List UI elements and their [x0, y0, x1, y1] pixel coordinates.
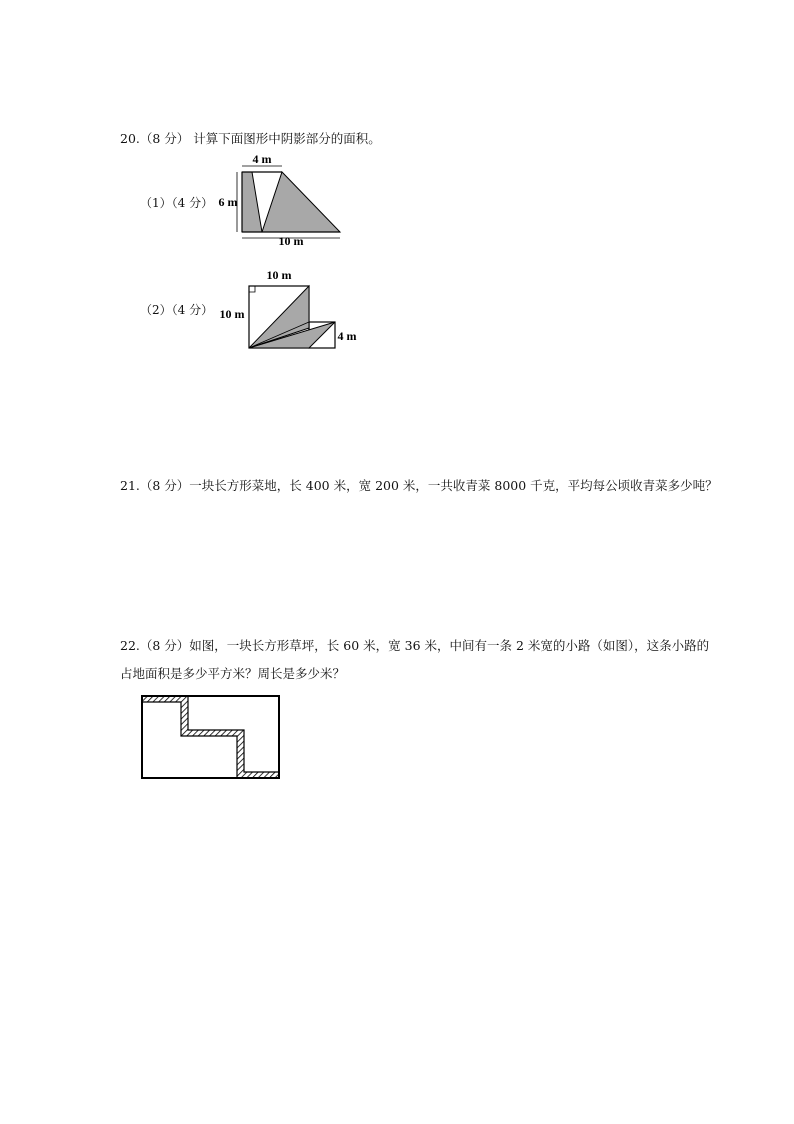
dim2-top: 10 m: [266, 268, 292, 282]
q20-figure-2: [212, 266, 372, 356]
dim2-right: 4 m: [337, 329, 357, 343]
q20-figure-1: [218, 152, 346, 248]
dim-side: 6 m: [218, 195, 238, 209]
q22-lawn-figure: [136, 690, 286, 786]
dim-bottom: 10 m: [278, 234, 304, 248]
path-strip: [142, 696, 279, 778]
q20-header: 20.（8 分） 计算下面图形中阴影部分的面积。: [120, 131, 381, 146]
q21-text: 21.（8 分）一块长方形菜地，长 400 米，宽 200 米，一共收青菜 8000 千克，平均每公顷收青菜多少吨？: [120, 478, 718, 493]
q22-line1: 22.（8 分）如图，一块长方形草坪，长 60 米，宽 36 米，中间有一条 2 米宽的小路（如图），这条小路的: [120, 638, 710, 653]
dim2-side: 10 m: [219, 307, 245, 321]
dim-top: 4 m: [252, 152, 272, 166]
shaded-left-triangle: [242, 172, 262, 232]
shaded-right-triangle: [262, 172, 340, 232]
q20-part1-label: （1）（4 分）: [140, 196, 214, 210]
q22-line2: 占地面积是多少平方米？周长是多少米？: [120, 666, 346, 681]
q20-part2-label: （2）（4 分）: [140, 303, 214, 317]
